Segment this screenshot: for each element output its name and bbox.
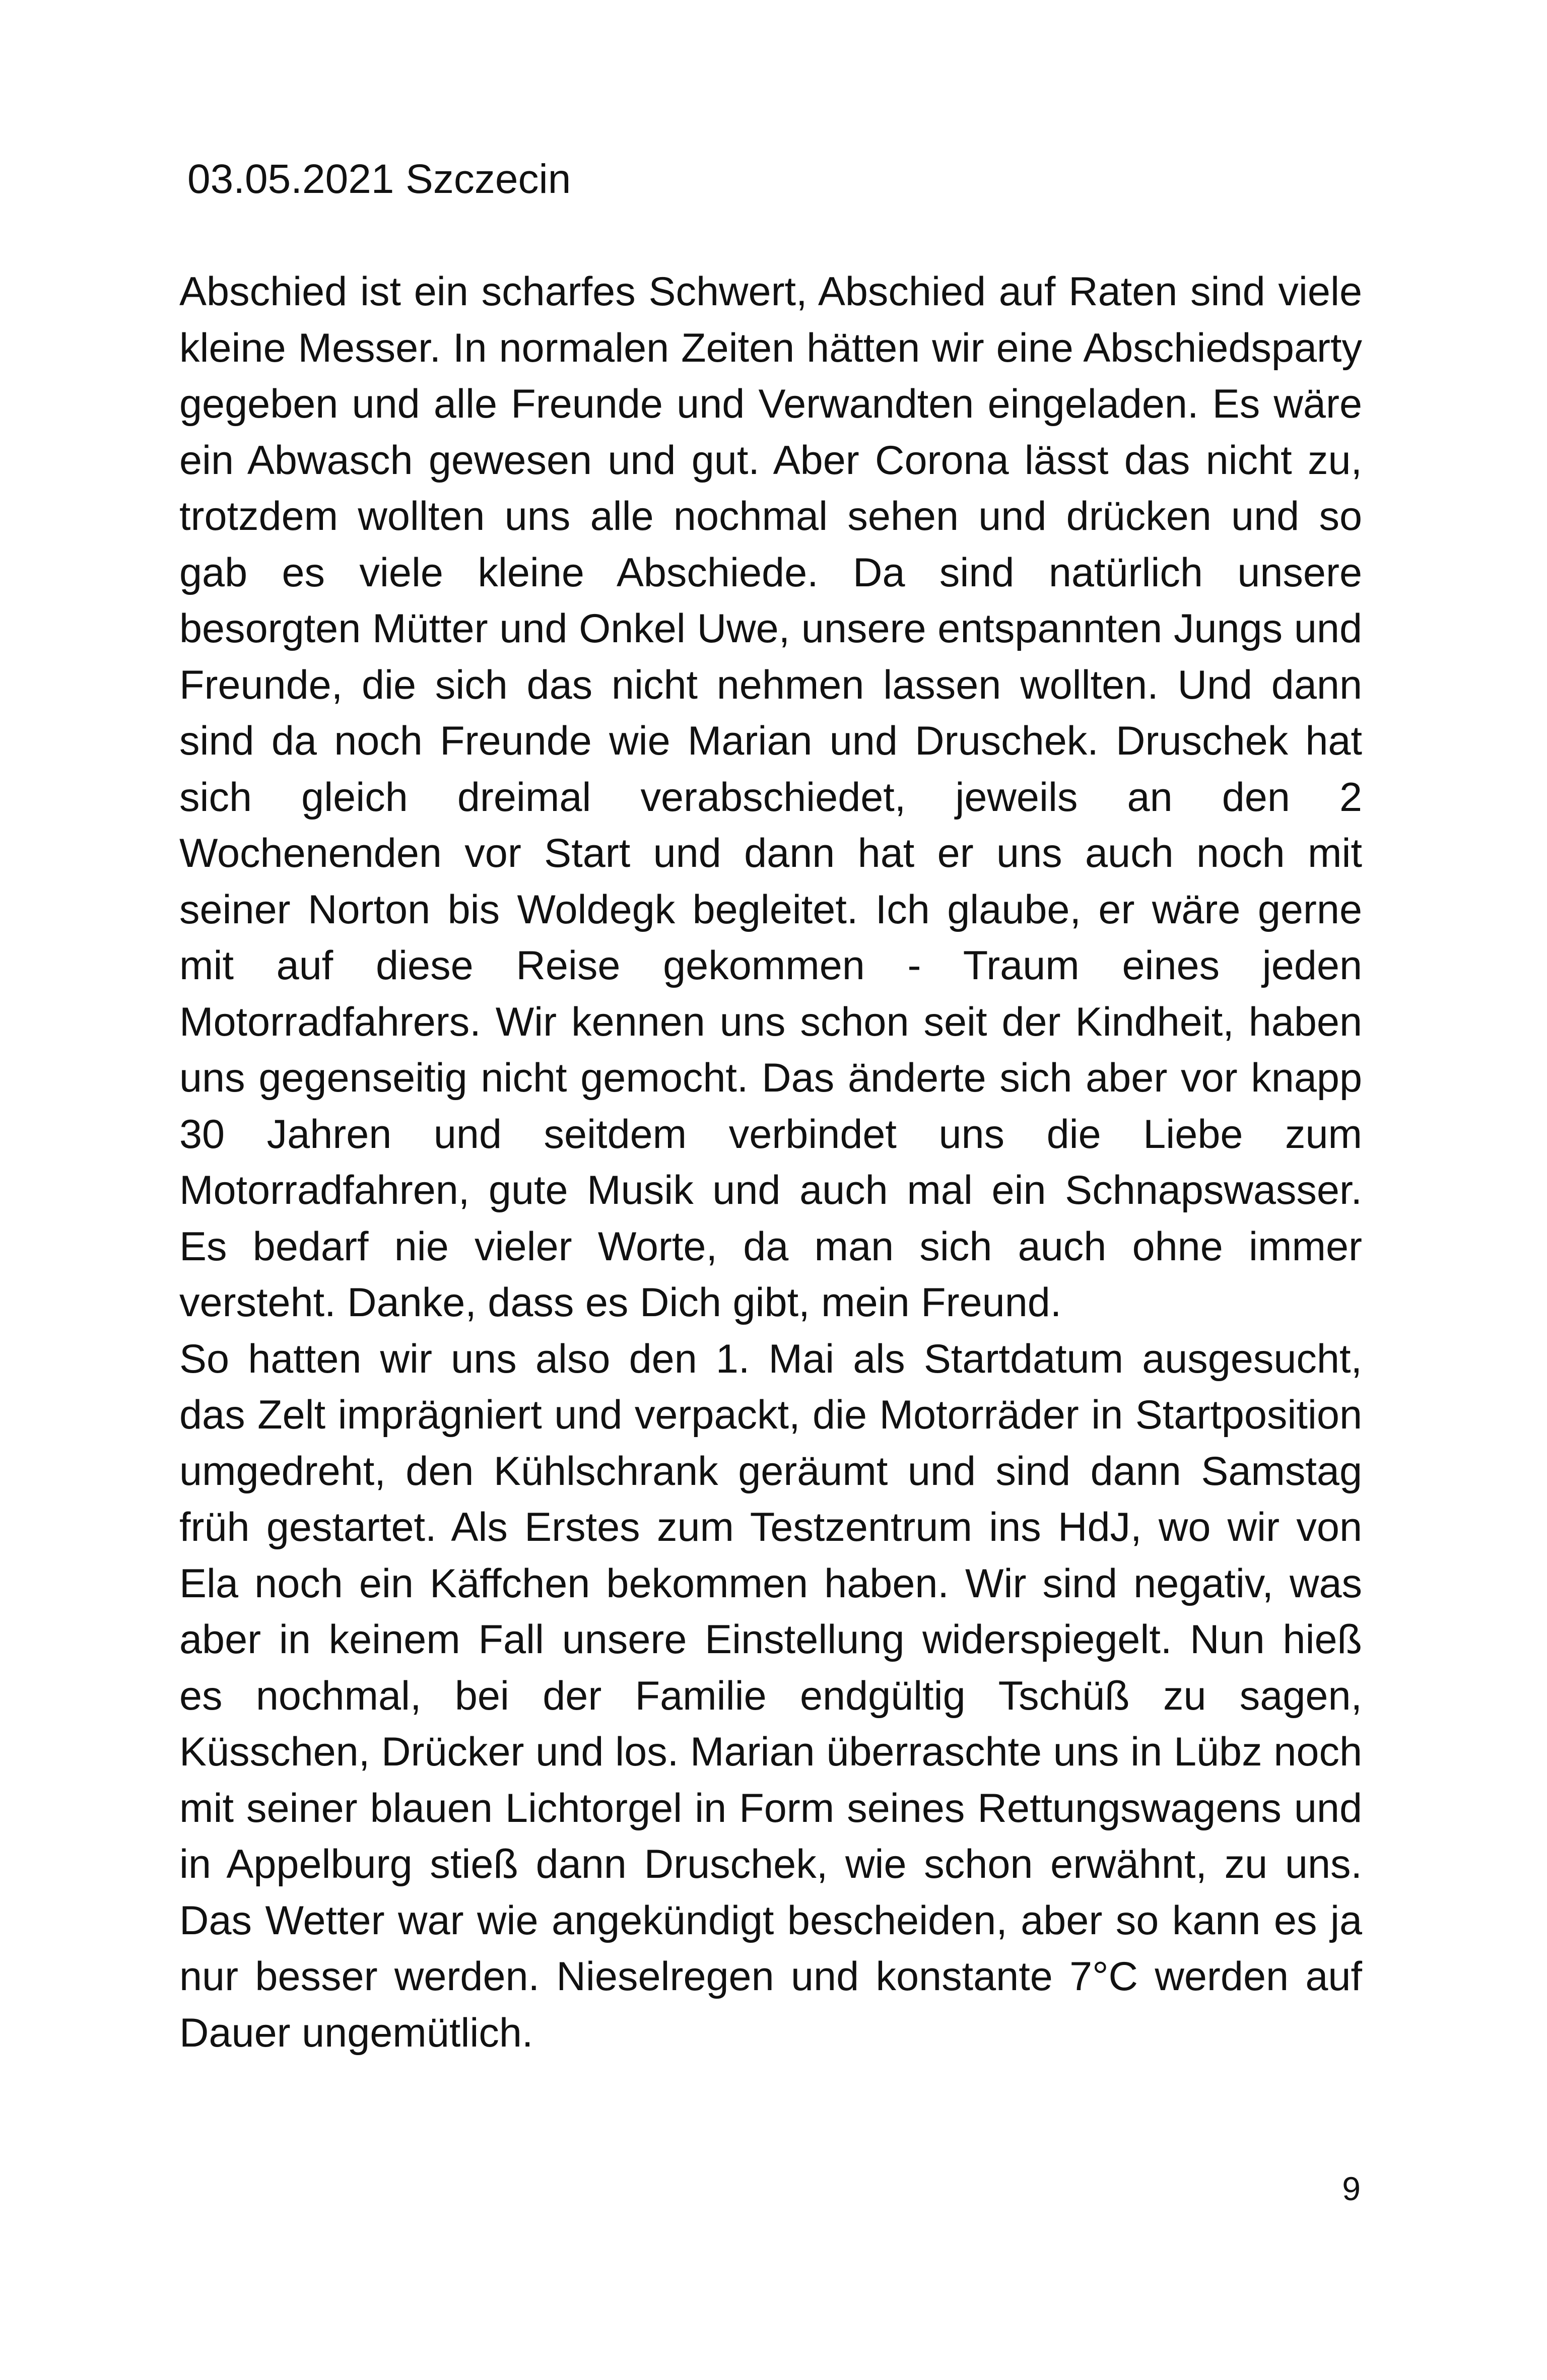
date-location-heading: 03.05.2021 Szczecin (187, 156, 571, 202)
body-text (179, 264, 1362, 2061)
page-number: 9 (1342, 2170, 1361, 2207)
paragraph-departure: So hatten wir uns also den 1. Mai als Startdatum ausgesucht, das Zelt imprägniert und verpackt, die Motorräder in Startposition umgedreht, den Kühlschrank geräumt und sind dann Samstag früh gestartet. Als Erstes zum Testzentrum ins HdJ, wo wir von Ela noch ein Käffchen bekommen haben. Wir sind negativ, was aber in keinem Fall unsere Einstellung widerspiegelt. Nun hieß es nochmal, bei der Familie endgültig Tschüß zu sagen, Küsschen, Drücker und los. Marian überraschte uns in Lübz noch mit seiner blauen Lichtorgel in Form seines Rettungswagens und in Appelburg stieß dann Druschek, wie schon erwähnt, zu uns. Das Wetter war wie angekündigt bescheiden, aber so kann es ja nur besser werden. Nieselregen und konstante 7°C werden auf Dauer ungemütlich. (179, 1336, 1362, 2056)
paragraph-farewell: Abschied ist ein scharfes Schwert, Abschied auf Raten sind viele kleine Messer. In normalen Zeiten hätten wir eine Abschiedsparty gegeben und alle Freunde und Verwandten eingeladen. Es wäre ein Abwasch gewesen und gut. Aber Corona lässt das nicht zu, trotzdem wollten uns alle nochmal sehen und drücken und so gab es viele kleine Abschiede. Da sind natürlich unsere besorgten Mütter und Onkel Uwe, unsere entspannten Jungs und Freunde, die sich das nicht nehmen lassen wollten. Und dann sind da noch Freunde wie Marian und Druschek. Druschek hat sich gleich dreimal verabschiedet, jeweils an den 2 Wochenenden vor Start und dann hat er uns auch noch mit seiner Norton bis Woldegk begleitet. Ich glaube, er wäre gerne mit auf diese Reise gekommen - Traum eines jeden Motorradfahrers. Wir kennen uns schon seit der Kindheit, haben uns gegenseitig nicht gemocht. Das änderte sich aber vor knapp 30 Jahren und seitdem verbindet uns die Liebe zum Motorradfahren, gute Musik und auch mal ein Schnapswasser. Es bedarf nie vieler Worte, da man sich auch ohne immer versteht. Danke, dass es Dich gibt, mein Freund. (179, 269, 1362, 1325)
